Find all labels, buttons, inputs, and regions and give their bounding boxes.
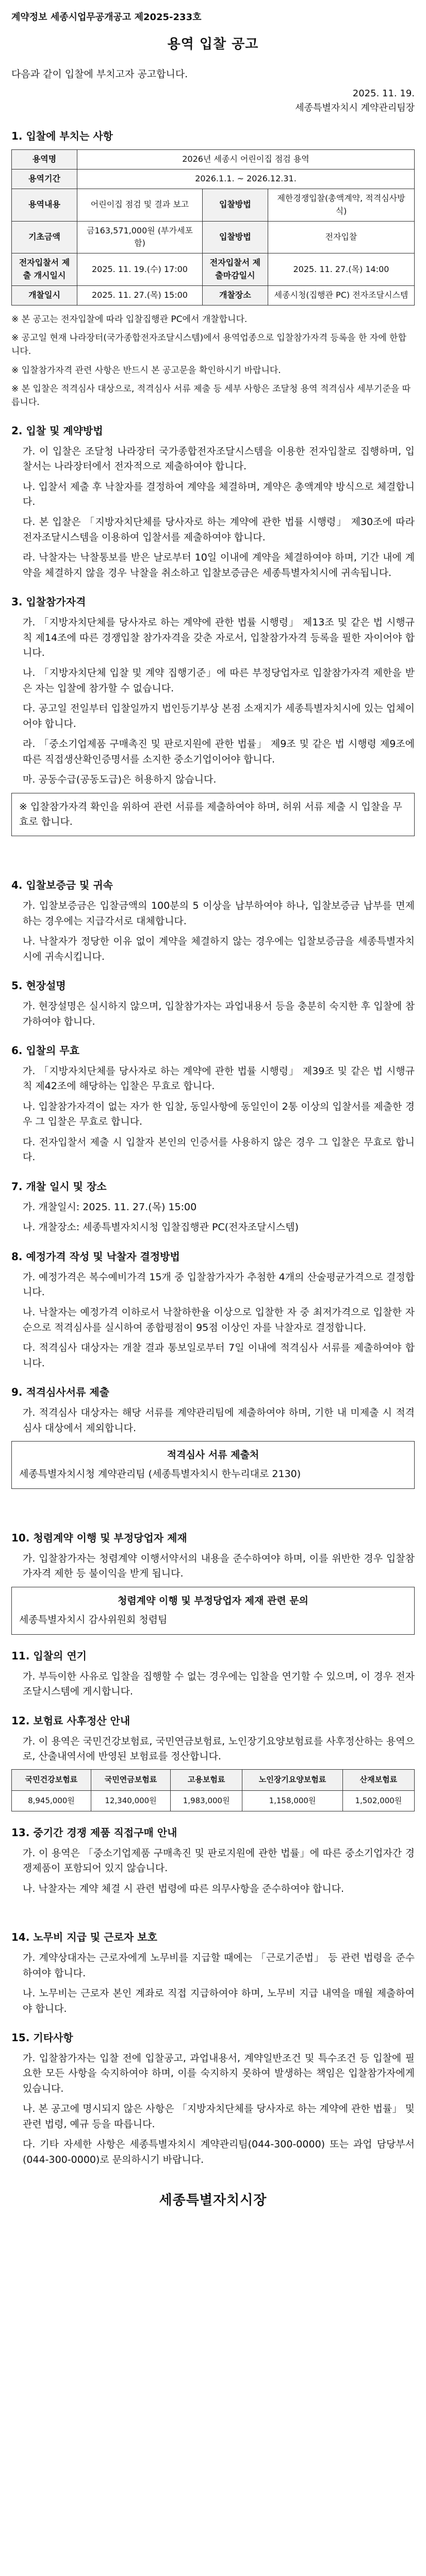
section-8-para: 다. 적격심사 대상자는 개찰 결과 통보일로부터 7일 이내에 적격심사 서류를 제출하여야 합니다. [23,1342,415,1369]
section-2-para: 라. 낙찰자는 낙찰통보를 받은 날로부터 10일 이내에 계약을 체결하여야 하며, 기간 내에 계약을 체결하지 않을 경우 낙찰을 취소하고 입찰보증금은 세종특별자치시에 귀속됩니다. [23,552,415,579]
section-6-para: 가. 「지방자치단체를 당사자로 하는 계약에 관한 법률 시행령」 제39조 및 같은 법 시행규칙 제42조에 해당하는 입찰은 무효로 합니다. [23,1065,415,1092]
section-9-box [11,1441,415,1489]
table-row [12,189,415,222]
table-row [12,221,415,253]
section-7-para: 가. 개찰일시: 2025. 11. 27.(목) 15:00 [23,1201,197,1213]
section-3-box-text: ※ 입찰참가자격 확인을 위하여 관련 서류를 제출하여야 하며, 허위 서류 제출 시 입찰을 무효로 합니다. [19,801,402,827]
insurance-label: 고용보험료 [171,1770,242,1790]
section-4-para: 가. 입찰보증금은 입찰금액의 100분의 5 이상을 납부하여야 하나, 입찰보증금 납부를 면제하는 경우에는 지급각서로 대체합니다. [23,900,415,927]
row-label: 전자입찰서 제출마감일시 [202,253,268,286]
section-4-title: 4. 입찰보증금 및 귀속 [11,879,113,892]
section-1-note: ※ 본 입찰은 적격심사 대상으로, 적격심사 서류 제출 등 세부 사항은 조달청 용역 적격심사 세부기준을 따릅니다. [11,383,411,408]
row-label: 용역내용 [12,189,77,222]
section-3-para: 라. 「중소기업제품 구매촉진 및 판로지원에 관한 법률」 제9조 및 같은 법 시행령 제9조에 따른 직접생산확인증명서를 소지한 중소기업이어야 합니다. [23,738,415,765]
row-label: 개찰일시 [12,285,77,305]
table-row [12,150,415,170]
section-14-para: 나. 노무비는 근로자 본인 계좌로 직접 지급하여야 하며, 노무비 지급 내역을 매월 제출하여야 합니다. [23,1988,415,2014]
section-8-para: 가. 예정가격은 복수예비가격 15개 중 입찰참가자가 추첨한 4개의 산술평균가격으로 결정합니다. [23,1271,415,1298]
section-15-title: 15. 기타사항 [11,2031,73,2044]
section-2-para: 나. 입찰서 제출 후 낙찰자를 결정하여 계약을 체결하며, 계약은 총액계약 방식으로 체결합니다. [23,481,415,507]
insurance-value: 1,158,000원 [242,1790,342,1811]
row-value: 2025. 11. 19.(수) 17:00 [77,253,203,286]
section-13-para: 나. 낙찰자는 계약 체결 시 관련 법령에 따른 의무사항을 준수하여야 합니다. [23,1883,345,1894]
document-title: 용역 입찰 공고 [167,36,259,52]
section-13-title: 13. 중기간 경쟁 제품 직접구매 안내 [11,1826,177,1839]
row-value: 금163,571,000원 (부가세포함) [77,221,203,253]
notice-number: 계약정보 세종시업무공개공고 제2025-233호 [11,12,202,23]
section-3-para: 다. 공고일 전일부터 입찰일까지 법인등기부상 본점 소재지가 세종특별자치시에 있는 업체이어야 합니다. [23,703,415,730]
insurance-table [11,1769,415,1811]
section-2-para: 다. 본 입찰은 「지방자치단체를 당사자로 하는 계약에 관한 법률 시행령」 제30조에 따라 전자조달시스템을 이용하여 입찰서를 제출하여야 합니다. [23,516,415,543]
row-label: 개찰장소 [202,285,268,305]
table-row [12,1790,415,1811]
bid-overview-table [11,149,415,305]
section-7-title: 7. 개찰 일시 및 장소 [11,1180,107,1193]
section-10-box-text: 세종특별자치시 감사위원회 청렴팀 [19,1614,168,1626]
section-12-para: 가. 이 용역은 국민건강보험료, 국민연금보험료, 노인장기요양보험료를 사후정산하는 용역으로, 산출내역서에 반영된 보험료를 정산합니다. [23,1735,415,1762]
section-10-title: 10. 청렴계약 이행 및 부정당업자 제재 [11,1531,187,1544]
insurance-label: 국민연금보험료 [91,1770,171,1790]
row-value: 2025. 11. 27.(목) 15:00 [77,285,203,305]
section-11-para: 가. 부득이한 사유로 입찰을 집행할 수 없는 경우에는 입찰을 연기할 수 있으며, 이 경우 전자조달시스템에 게시합니다. [23,1670,415,1698]
row-label: 기초금액 [12,221,77,253]
section-6-para: 나. 입찰참가자격이 없는 자가 한 입찰, 동일사항에 동일인이 2통 이상의 입찰서를 제출한 경우 그 입찰은 무효로 합니다. [23,1100,415,1128]
section-3-notice-box [11,793,415,837]
section-1-note: ※ 본 공고는 전자입찰에 따라 입찰집행관 PC에서 개찰합니다. [11,314,248,325]
section-10-box-title: 청렴계약 이행 및 부정당업자 제재 관련 문의 [117,1595,309,1606]
row-value: 세종시청(집행관 PC) 전자조달시스템 [268,285,414,305]
insurance-value: 8,945,000원 [12,1790,91,1811]
row-label: 전자입찰서 제출 개시일시 [12,253,77,286]
section-1-note: ※ 공고일 현재 나라장터(국가종합전자조달시스템)에서 용역업종으로 입찰참가자격 등록을 한 자에 한합니다. [11,332,406,357]
section-7-para: 나. 개찰장소: 세종특별자치시청 입찰집행관 PC(전자조달시스템) [23,1222,299,1233]
row-value: 어린이집 점검 및 결과 보고 [77,189,203,222]
table-row [12,1770,415,1790]
section-8-para: 나. 낙찰자는 예정가격 이하로서 낙찰하한율 이상으로 입찰한 자 중 최저가격으로 입찰한 자 순으로 적격심사를 실시하여 종합평점이 95점 이상인 자를 낙찰자로 결정합니다. [23,1307,415,1333]
section-12-title: 12. 보험료 사후정산 안내 [11,1714,130,1727]
section-6-para: 다. 전자입찰서 제출 시 입찰자 본인의 인증서를 사용하지 않은 경우 그 입찰은 무효로 합니다. [23,1136,415,1163]
section-6-title: 6. 입찰의 무효 [11,1044,80,1057]
section-9-title: 9. 적격심사서류 제출 [11,1386,109,1399]
row-label: 입찰방법 [202,189,268,222]
section-3-para: 가. 「지방자치단체를 당사자로 하는 계약에 관한 법률 시행령」 제13조 및 같은 법 시행규칙 제14조에 따른 경쟁입찰 참가자격을 갖춘 자로서, 입찰참가자격 등록을 필한 자이어야 합니다. [23,617,415,659]
section-2-title: 2. 입찰 및 계약방법 [11,424,103,437]
table-row [12,170,415,189]
table-row [12,285,415,305]
section-15-para: 나. 본 공고에 명시되지 않은 사항은 「지방자치단체를 당사자로 하는 계약에 관한 법률」 및 관련 법령, 예규 등을 따릅니다. [23,2103,415,2130]
insurance-label: 국민건강보험료 [12,1770,91,1790]
section-9-box-title: 적격심사 서류 제출처 [167,1449,259,1461]
section-10-para: 가. 입찰참가자는 청렴계약 이행서약서의 내용을 준수하여야 하며, 이를 위반한 경우 입찰참가자격 제한 등 불이익을 받게 됩니다. [23,1552,415,1580]
row-value: 전자입찰 [268,221,414,253]
insurance-value: 1,502,000원 [342,1790,414,1811]
insurance-value: 12,340,000원 [91,1790,171,1811]
section-13-para: 가. 이 용역은 「중소기업제품 구매촉진 및 판로지원에 관한 법률」에 따른 중소기업자간 경쟁제품이 포함되어 있지 않습니다. [23,1847,415,1874]
closing-signature: 세종특별자치시장 [159,2193,267,2209]
row-value: 제한경쟁입찰(총액계약, 적격심사방식) [268,189,414,222]
section-1-title: 1. 입찰에 부치는 사항 [11,130,113,143]
insurance-label: 산재보험료 [342,1770,414,1790]
insurance-label: 노인장기요양보험료 [242,1770,342,1790]
issue-date: 2025. 11. 19. [352,88,415,99]
issuer: 세종특별자치시 계약관리팀장 [295,102,415,113]
section-15-para: 가. 입찰참가자는 입찰 전에 입찰공고, 과업내용서, 계약일반조건 및 특수조건 등 입찰에 필요한 모든 사항을 숙지하여야 하며, 이를 숙지하지 못하여 발생하는 책임은 입찰참가자에게 있습니다. [23,2052,415,2094]
section-9-para: 가. 적격심사 대상자는 해당 서류를 계약관리팀에 제출하여야 하며, 기한 내 미제출 시 적격심사 대상에서 제외합니다. [23,1407,415,1434]
table-row [12,253,415,286]
insurance-value: 1,983,000원 [171,1790,242,1811]
section-14-title: 14. 노무비 지급 및 근로자 보호 [11,1931,157,1944]
section-3-para: 나. 「지방자치단체 입찰 및 계약 집행기준」에 따른 부정당업자로 입찰참가자격 제한을 받은 자는 입찰에 참가할 수 없습니다. [23,667,415,694]
row-label: 용역기간 [12,170,77,189]
section-3-para: 마. 공동수급(공동도급)은 허용하지 않습니다. [23,774,217,786]
section-11-title: 11. 입찰의 연기 [11,1649,87,1662]
section-10-box [11,1587,415,1635]
section-8-title: 8. 예정가격 작성 및 낙찰자 결정방법 [11,1250,180,1263]
section-9-box-text: 세종특별자치시청 계약관리팀 (세종특별자치시 한누리대로 2130) [19,1468,301,1480]
section-1-note: ※ 입찰참가자격 관련 사항은 반드시 본 공고문을 확인하시기 바랍니다. [11,365,281,376]
section-5-para: 가. 현장설명은 실시하지 않으며, 입찰참가자는 과업내용서 등을 충분히 숙지한 후 입찰에 참가하여야 합니다. [23,1001,415,1027]
row-label: 용역명 [12,150,77,170]
section-14-para: 가. 계약상대자는 근로자에게 노무비를 지급할 때에는 「근로기준법」 등 관련 법령을 준수하여야 합니다. [23,1952,415,1979]
intro-text: 다음과 같이 입찰에 부치고자 공고합니다. [11,69,188,80]
section-15-para: 다. 기타 자세한 사항은 세종특별자치시 계약관리팀(044-300-0000) 또는 과업 담당부서(044-300-0000)로 문의하시기 바랍니다. [23,2139,415,2165]
issue-date-block [11,87,415,115]
row-value: 2025. 11. 27.(목) 14:00 [268,253,414,286]
section-2-para: 가. 이 입찰은 조달청 나라장터 국가종합전자조달시스템을 이용한 전자입찰로 집행하며, 입찰서는 나라장터에서 전자적으로 제출하여야 합니다. [23,445,415,472]
row-label: 입찰방법 [202,221,268,253]
section-3-title: 3. 입찰참가자격 [11,596,86,608]
row-value: 2026.1.1. ~ 2026.12.31. [77,170,415,189]
row-value: 2026년 세종시 어린이집 점검 용역 [77,150,415,170]
section-4-para: 나. 낙찰자가 정당한 이유 없이 계약을 체결하지 않는 경우에는 입찰보증금을 세종특별자치시에 귀속시킵니다. [23,936,415,962]
section-5-title: 5. 현장설명 [11,979,66,992]
